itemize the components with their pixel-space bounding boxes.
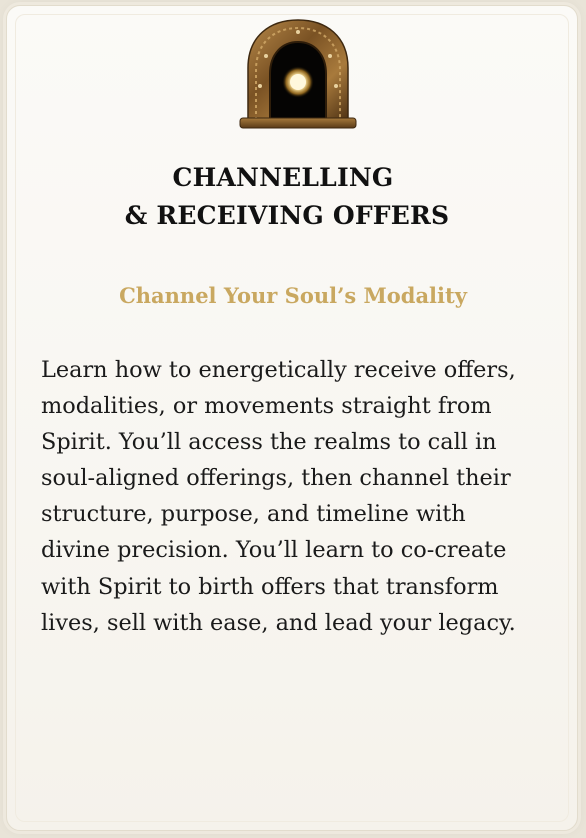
description-line: Learn how to energetically receive offers, — [41, 357, 516, 383]
description-line: with Spirit to birth offers that transform — [41, 573, 499, 600]
card-subtitle: Channel Your Soul’s Modality — [119, 283, 467, 308]
card-title-line-2: & RECEIVING OFFERS — [124, 201, 450, 230]
card-title-line-1: CHANNELLING — [172, 163, 394, 192]
description-line: structure, purpose, and timeline with — [41, 501, 466, 528]
description-line: lives, sell with ease, and lead your legacy. — [41, 609, 516, 636]
description-line: divine precision. You’ll learn to co-create — [41, 537, 507, 564]
description-line: soul-aligned offerings, then channel their — [41, 465, 511, 492]
description-line: modalities, or movements straight from — [41, 393, 492, 420]
description-line: Spirit. You’ll access the realms to call in — [41, 429, 497, 456]
card-description — [41, 352, 561, 641]
glowing-arch-portal-icon — [236, 16, 360, 132]
